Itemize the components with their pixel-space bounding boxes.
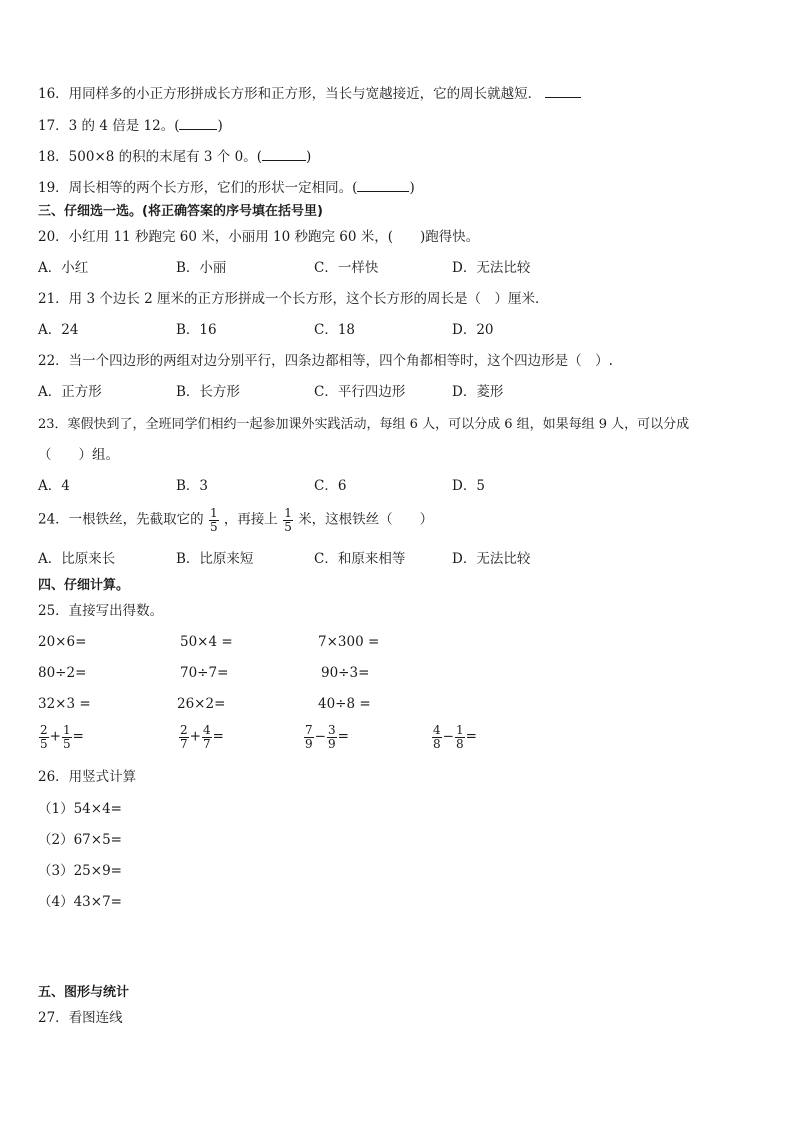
section-4-title: 四、仔细计算。 [38, 578, 130, 593]
option-b[interactable]: B．长方形 [176, 384, 240, 400]
option-a[interactable]: A．比原来长 [38, 551, 116, 567]
calc-item: 32×3 = [38, 696, 91, 712]
section-3-title: 三、仔细选一选。(将正确答案的序号填在括号里) [38, 204, 323, 219]
option-c[interactable]: C．18 [314, 322, 356, 338]
fraction-expression: $\frac{2}{5}$ + $\frac{1}{5}$ = [40, 723, 84, 751]
fraction: $\frac{1}{5}$ [284, 506, 292, 534]
option-b[interactable]: B．16 [176, 322, 217, 338]
calc-item: 70÷7= [180, 665, 229, 681]
calc-item: 20×6= [38, 634, 87, 650]
option-d[interactable]: D．无法比较 [452, 260, 531, 276]
question-17: 17．3 的 4 倍是 12。( ) [38, 118, 223, 134]
question-20: 20．小红用 11 秒跑完 60 米，小丽用 10 秒跑完 60 米，( )跑得快。 [38, 229, 480, 245]
option-a[interactable]: A．24 [38, 322, 79, 338]
answer-blank[interactable] [357, 179, 409, 192]
question-16: 16．用同样多的小正方形拼成长方形和正方形，当长与宽越接近，它的周长就越短． [38, 85, 581, 102]
question-19: 19．周长相等的两个长方形，它们的形状一定相同。( ) [38, 180, 415, 196]
option-d[interactable]: D．菱形 [452, 384, 504, 400]
question-21: 21．用 3 个边长 2 厘米的正方形拼成一个长方形，这个长方形的周长是（ ）厘米． [38, 291, 549, 307]
fraction-expression: $\frac{2}{7}$ + $\frac{4}{7}$ = [180, 723, 224, 751]
question-27: 27．看图连线 [38, 1010, 123, 1026]
vertical-calc-item: （2）67×5= [38, 832, 122, 848]
option-c[interactable]: C．和原来相等 [314, 551, 406, 567]
option-b[interactable]: B．3 [176, 478, 209, 494]
answer-blank[interactable] [545, 85, 581, 98]
vertical-calc-item: （4）43×7= [38, 894, 122, 910]
vertical-calc-item: （3）25×9= [38, 863, 122, 879]
fraction: $\frac{1}{5}$ [209, 506, 218, 534]
option-b[interactable]: B．比原来短 [176, 551, 254, 567]
option-b[interactable]: B．小丽 [176, 260, 227, 276]
calc-item: 7×300 = [318, 634, 380, 650]
option-c[interactable]: C．平行四边形 [314, 384, 406, 400]
option-a[interactable]: A．正方形 [38, 384, 102, 400]
calc-item: 80÷2= [38, 665, 87, 681]
fraction-expression: $\frac{4}{8}$ − $\frac{1}{8}$ = [433, 723, 477, 751]
question-23-cont: （ ）组。 [38, 447, 119, 463]
option-d[interactable]: D．20 [452, 322, 494, 338]
question-26: 26．用竖式计算 [38, 769, 137, 785]
answer-blank[interactable] [179, 117, 217, 130]
option-d[interactable]: D．5 [452, 478, 485, 494]
fraction-expression: $\frac{7}{9}$ − $\frac{3}{9}$ = [305, 723, 349, 751]
option-c[interactable]: C．6 [314, 478, 347, 494]
question-18: 18．500×8 的积的末尾有 3 个 0。( ) [38, 149, 312, 165]
section-5-title: 五、图形与统计 [38, 985, 130, 1000]
option-d[interactable]: D．无法比较 [452, 551, 531, 567]
calc-item: 50×4 = [180, 634, 233, 650]
answer-blank[interactable] [262, 148, 306, 161]
vertical-calc-item: （1）54×4= [38, 801, 122, 817]
question-25: 25．直接写出得数。 [38, 603, 164, 619]
question-22: 22．当一个四边形的两组对边分别平行，四条边都相等，四个角都相等时，这个四边形是（ ）. [38, 353, 613, 369]
question-24: 24．一根铁丝，先截取它的 $\frac{1}{5}$ ，再接上 $\frac{1}{5}$ 米，这根铁丝（ ） [38, 506, 434, 534]
calc-item: 40÷8 = [318, 696, 371, 712]
calc-item: 90÷3= [321, 665, 370, 681]
option-a[interactable]: A．4 [38, 478, 70, 494]
option-c[interactable]: C．一样快 [314, 260, 379, 276]
question-23: 23．寒假快到了，全班同学们相约一起参加课外实践活动，每组 6 人，可以分成 6 组，如果每组 9 人，可以分成 [38, 417, 690, 432]
option-a[interactable]: A．小红 [38, 260, 89, 276]
calc-item: 26×2= [177, 696, 226, 712]
